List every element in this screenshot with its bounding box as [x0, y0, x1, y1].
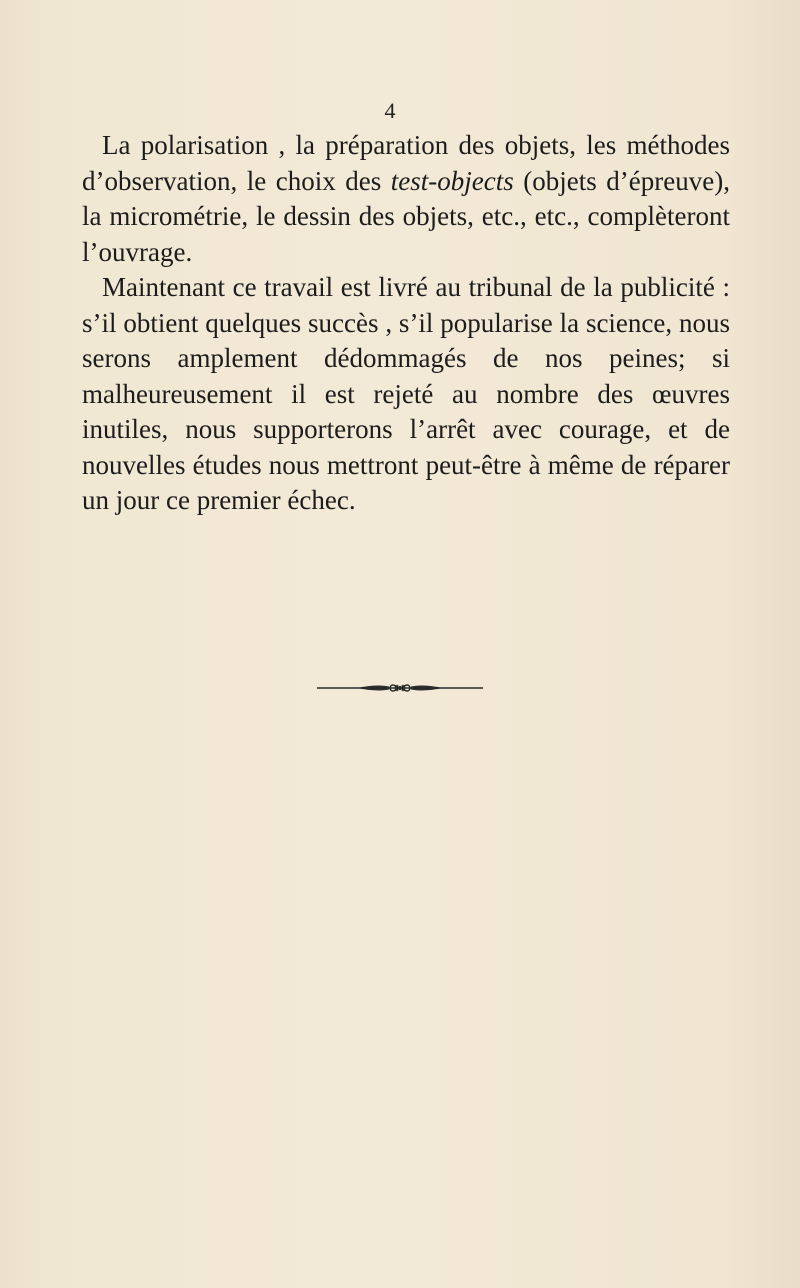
paragraph-1	[82, 128, 730, 270]
decorative-rule-icon	[317, 682, 483, 694]
italic-term: test-objects	[390, 165, 514, 196]
paragraph-2: Maintenant ce travail est livré au tribunal de la publicité : s’il obtient quelques succès , s’il popularise la science, nous serons amplement dédommagés de nos peines; si malheureusement il est rejeté au nombre des œuvres inutiles, nous supporterons l’arrêt avec courage, et de nouvelles études nous mettront peut-être à même de réparer un jour ce premier échec.	[82, 272, 730, 515]
paragraph-1-start: La polarisation , la préparation des objets, les méthodes d’observation, le choix des	[82, 130, 730, 196]
paragraph-1-end: (objets d’épreuve), la micrométrie, le dessin des objets, etc., etc., complèteront l’ouvrage.	[82, 165, 730, 267]
body-text	[82, 128, 730, 519]
page-number: 4	[384, 98, 396, 123]
